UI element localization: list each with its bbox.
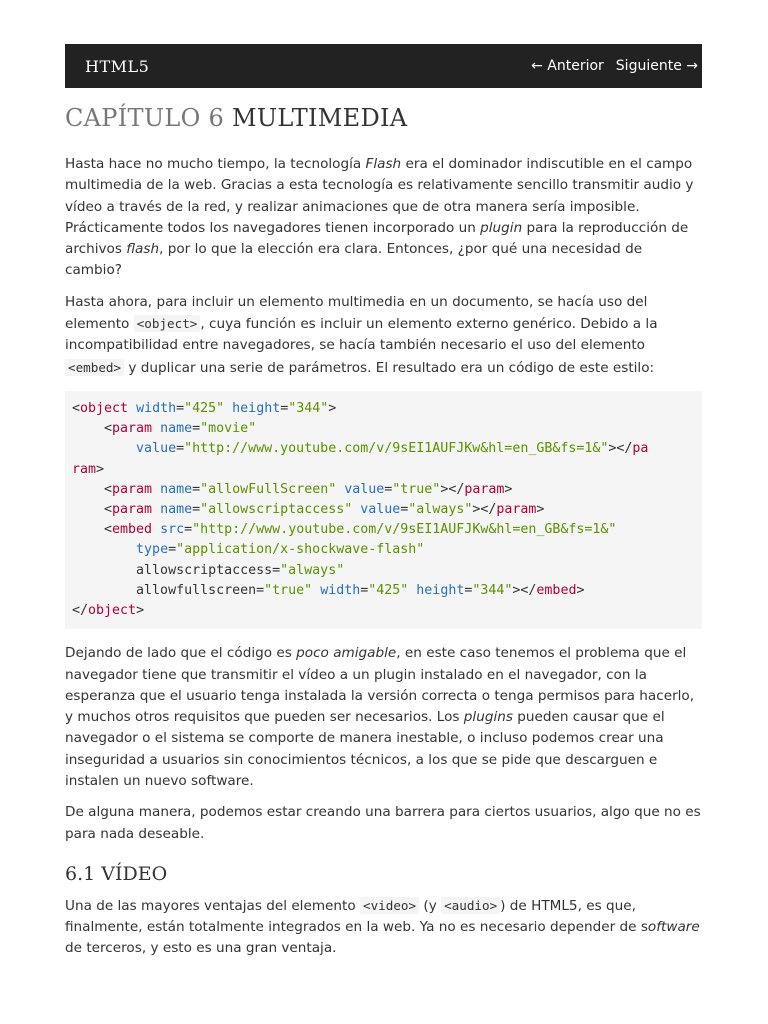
paragraph-barrier (65, 802, 702, 845)
emphasis-text: flash (126, 241, 160, 258)
text-run: para la reproducción de archivos (65, 219, 689, 258)
emphasis-text: plugins (463, 709, 513, 726)
paragraph-video (65, 895, 702, 960)
text-run: y duplicar una serie de parámetros. El resultado era un código de este estilo: (124, 359, 655, 376)
emphasis-text: oftware (647, 919, 700, 936)
nav-links (531, 58, 698, 74)
paragraph-object (65, 292, 702, 379)
text-run: Dejando de lado que el código es (65, 645, 297, 662)
inline-code: <video> (360, 897, 419, 914)
top-navbar (65, 44, 702, 88)
text-run: Hasta hace no mucho tiempo, la tecnología (65, 156, 366, 172)
emphasis-text: Flash (365, 156, 402, 172)
chapter-title: MULTIMEDIA (232, 104, 408, 132)
previous-link[interactable]: ← Anterior (531, 58, 604, 74)
text-run: pueden causar que el navegador o el sistema se comporte de manera inestable, o incluso podemos crear una inseguridad a usuarios sin conocimientos técnicos, a los que se pide que descarguen e instalen un nuevo software. (65, 709, 665, 789)
inline-code: <embed> (65, 359, 124, 376)
text-run: era el dominador indiscutible en el campo multimedia de la web. Gracias a esta tecnología es relativamente sencillo transmitir audio y vídeo a través de la red, y realizar animaciones que de otra manera sería imposible. Prácticamente todos los navegadores tienen incorporado un (65, 156, 694, 236)
chapter-label: CAPÍTULO 6 (65, 104, 225, 132)
emphasis-text: poco amigable (296, 645, 397, 662)
code-block: <object width="425" height="344"> <param name="movie" value="http://www.youtube.com/v/9sEI1AUFJKw&hl=en_GB&fs=1&"></pa ram> <param name="allowFullScreen" value="true"></param> <param name="allowscriptaccess" value="always"></param> <embed src="http://www.youtube.com/v/9sEI1AUFJKw&hl=en_GB&fs=1&" type="application/x-shockwave-flash" allowscriptaccess="always" allowfullscreen="true" width="425" height="344"></embed> </object> (65, 391, 702, 629)
next-link[interactable]: Siguiente → (615, 58, 698, 74)
text-run: Una de las mayores ventajas del elemento (65, 897, 361, 914)
text-run: , en este caso tenemos el problema que el navegador tiene que transmitir el vídeo a un plugin instalado en el navegador, con la esperanza que el usuario tenga instalada la versión correcta o tenga permisos para hacerlo, y muchos otros requisitos que pueden ser necesarios. Los (65, 645, 695, 726)
inline-code: <object> (134, 315, 201, 332)
paragraph-plugin-problem (65, 643, 702, 792)
main-content (65, 104, 702, 970)
paragraph-intro (65, 154, 702, 282)
text-run: de terceros, y esto es una gran ventaja. (65, 940, 337, 957)
text-run: (y (419, 897, 442, 914)
text-run: Hasta ahora, para incluir un elemento multimedia en un documento, se hacía uso del elemento (65, 293, 648, 333)
section-heading-video: 6.1 VÍDEO (65, 862, 168, 885)
text-run: De alguna manera, podemos estar creando una barrera para ciertos usuarios, algo que no es para nada deseable. (65, 804, 701, 842)
text-run: , cuya función es incluir un elemento externo genérico. Debido a la incompatibilidad entre navegadores, se hacía también necesario el uso del elemento (65, 316, 658, 354)
inline-code: <audio> (441, 897, 500, 914)
chapter-heading (65, 104, 702, 132)
text-run: , por lo que la elección era clara. Entonces, ¿por qué una necesidad de cambio? (65, 241, 643, 279)
emphasis-text: plugin (480, 219, 523, 236)
text-run: ) de HTML5, es que, finalmente, están totalmente integrados en la web. Ya no es necesario depender de s (65, 897, 648, 936)
brand-title[interactable]: HTML5 (85, 56, 150, 76)
